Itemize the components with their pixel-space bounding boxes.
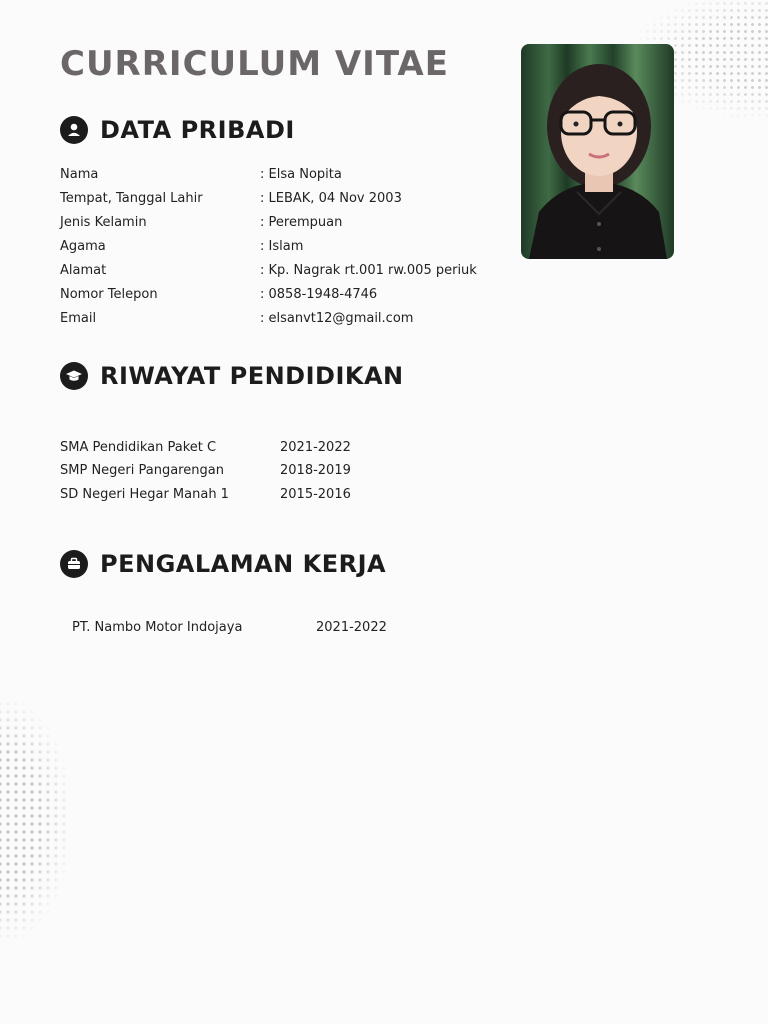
education-years: 2018-2019 (280, 463, 351, 478)
personal-value: : Islam (260, 239, 303, 254)
profile-photo (521, 44, 674, 259)
section-title-experience: PENGALAMAN KERJA (100, 550, 387, 578)
decorative-dots-bottom-left (0, 700, 70, 940)
education-school: SMA Pendidikan Paket C (60, 440, 217, 455)
section-heading-personal (60, 116, 295, 144)
section-title-education: RIWAYAT PENDIDIKAN (100, 362, 404, 390)
section-heading-education (60, 362, 404, 390)
education-school: SD Negeri Hegar Manah 1 (60, 487, 229, 502)
user-icon (60, 116, 88, 144)
graduation-cap-icon (60, 362, 88, 390)
section-heading-experience (60, 550, 386, 578)
personal-label: Agama (60, 239, 106, 254)
education-years: 2021-2022 (280, 440, 351, 455)
experience-company: PT. Nambo Motor Indojaya (72, 620, 243, 635)
personal-value: : LEBAK, 04 Nov 2003 (260, 191, 402, 206)
personal-value: : Perempuan (260, 215, 342, 230)
personal-value: : 0858-1948-4746 (260, 287, 377, 302)
profile-photo-illustration (521, 44, 674, 259)
briefcase-icon (60, 550, 88, 578)
education-school: SMP Negeri Pangarengan (60, 463, 224, 478)
experience-years: 2021-2022 (316, 620, 387, 635)
personal-label: Tempat, Tanggal Lahir (60, 191, 203, 206)
personal-label: Nomor Telepon (60, 287, 158, 302)
education-years: 2015-2016 (280, 487, 351, 502)
page-title: CURRICULUM VITAE (60, 44, 449, 84)
personal-label: Email (60, 311, 97, 326)
section-title-personal: DATA PRIBADI (100, 116, 295, 144)
personal-label: Jenis Kelamin (60, 215, 147, 230)
personal-value: : Elsa Nopita (260, 167, 342, 182)
personal-value: : Kp. Nagrak rt.001 rw.005 periuk (260, 263, 477, 278)
personal-label: Alamat (60, 263, 107, 278)
personal-label: Nama (60, 167, 99, 182)
personal-value: : elsanvt12@gmail.com (260, 311, 413, 326)
